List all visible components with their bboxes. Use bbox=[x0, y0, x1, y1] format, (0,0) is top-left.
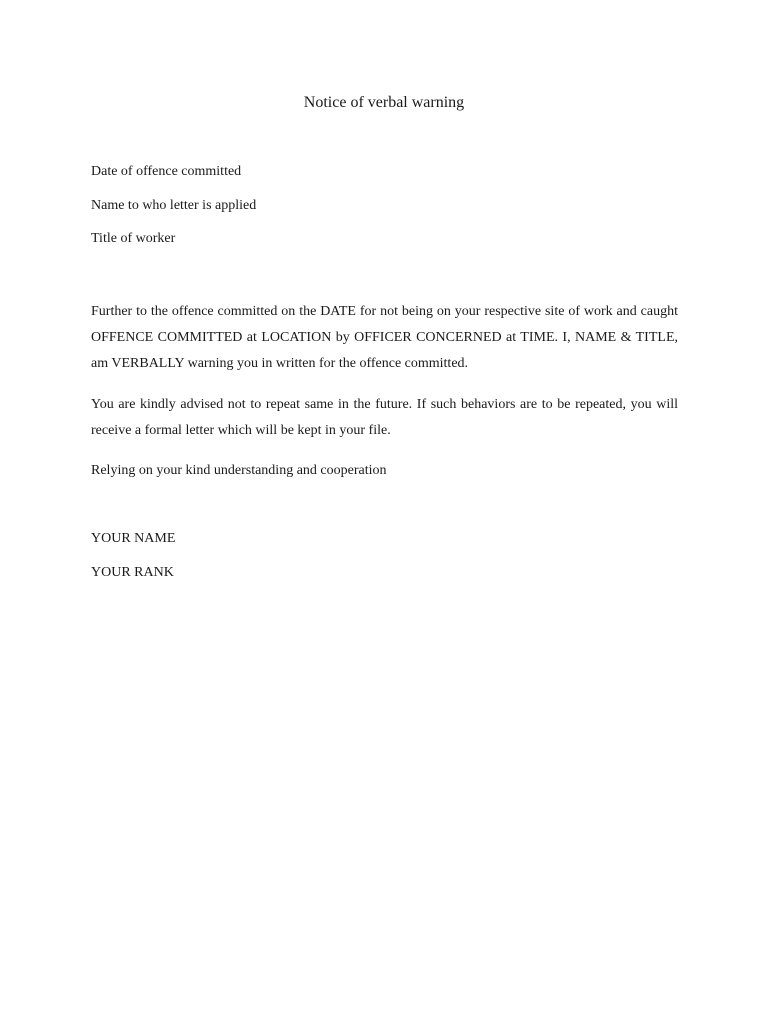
advice-paragraph: You are kindly advised not to repeat same in the future. If such behaviors are to be repeated, you will receive a formal letter which will be kept in your file. bbox=[91, 397, 678, 438]
signature-name: YOUR NAME bbox=[91, 531, 176, 546]
date-of-offence-field: Date of offence committed bbox=[91, 164, 242, 179]
name-applied-field: Name to who letter is applied bbox=[91, 198, 257, 213]
closing-paragraph: Relying on your kind understanding and cooperation bbox=[91, 463, 387, 478]
offence-paragraph: Further to the offence committed on the DATE for not being on your respective site of work and caught OFFENCE COMMITTED at LOCATION by OFFICER CONCERNED at TIME. I, NAME & TITLE, am VERBALLY warning you in written for the offence committed. bbox=[91, 304, 678, 371]
signature-rank: YOUR RANK bbox=[91, 565, 174, 580]
document-title: Notice of verbal warning bbox=[303, 94, 465, 111]
title-of-worker-field: Title of worker bbox=[91, 231, 176, 246]
